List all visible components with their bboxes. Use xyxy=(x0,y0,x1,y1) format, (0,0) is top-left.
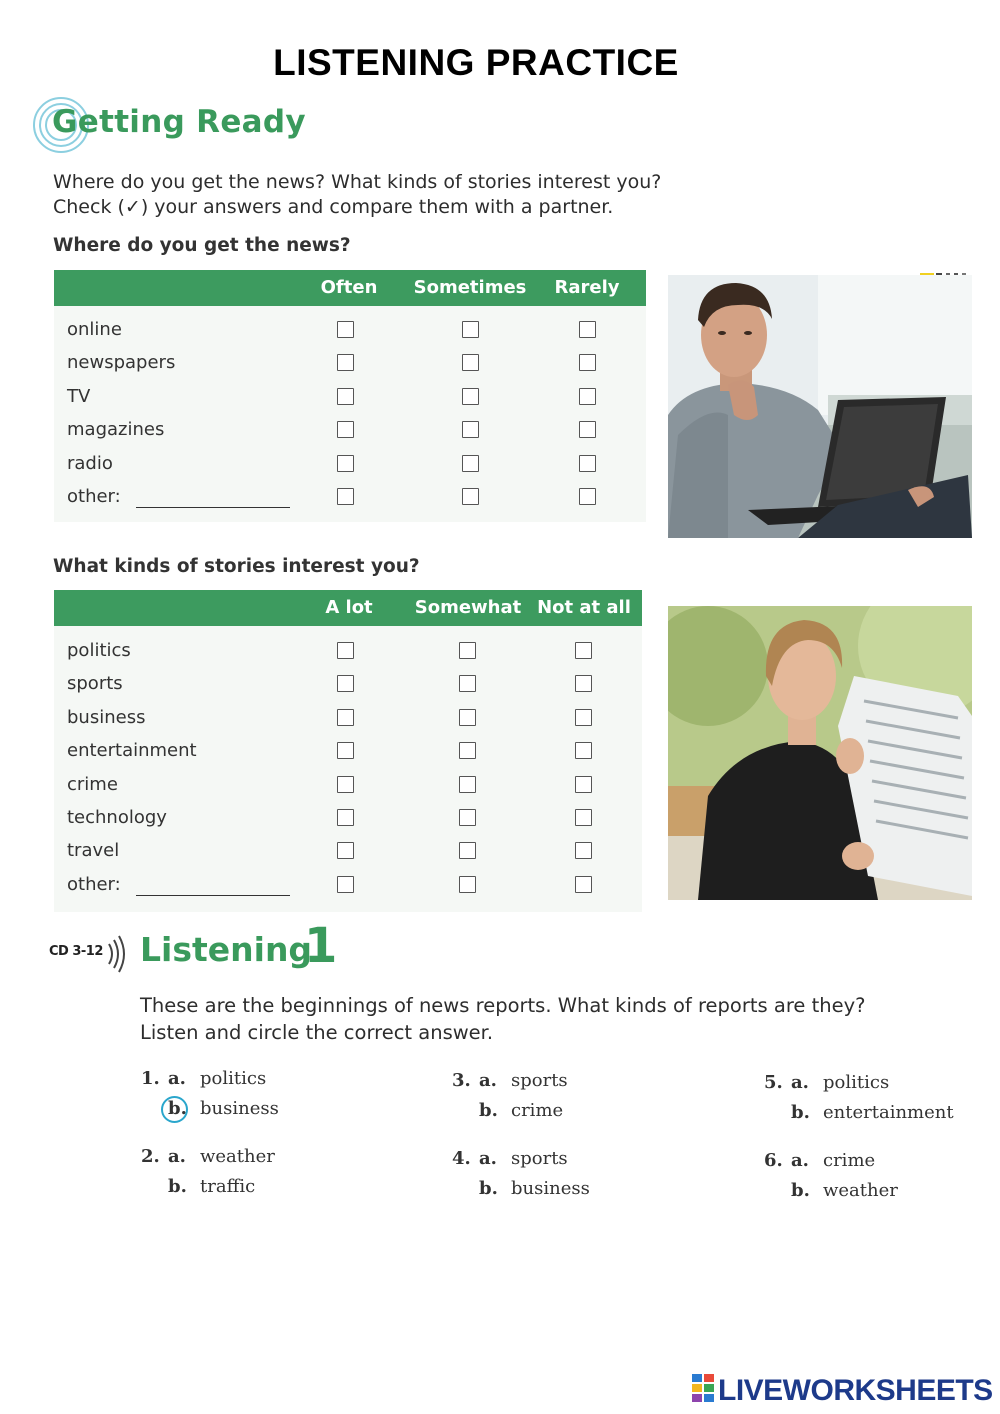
question-6-letter-b: b. xyxy=(791,1180,810,1201)
row-label-tv: TV xyxy=(67,385,91,407)
row-label-business: business xyxy=(67,706,146,728)
question-6-option-b[interactable]: weather xyxy=(823,1180,898,1201)
question-6-option-a[interactable]: crime xyxy=(823,1150,876,1171)
question-5-letter-a: a. xyxy=(791,1072,809,1093)
question-2-letter-a: a. xyxy=(168,1146,186,1167)
answer-circle xyxy=(161,1096,188,1123)
page-title: LISTENING PRACTICE xyxy=(273,42,679,83)
row-label-sports: sports xyxy=(67,673,123,695)
table2-subheading: What kinds of stories interest you? xyxy=(53,556,420,577)
question-4-letter-a: a. xyxy=(479,1148,497,1169)
question-4-letter-b: b. xyxy=(479,1178,498,1199)
row-label-politics: politics xyxy=(67,640,131,661)
col-not-at-all: Not at all xyxy=(537,597,631,618)
question-1-option-b[interactable]: business xyxy=(200,1098,279,1119)
question-3-letter-b: b. xyxy=(479,1100,498,1121)
row-label-newspapers: newspapers xyxy=(67,352,176,374)
row-label-online: online xyxy=(67,319,122,340)
question-4-number: 4. xyxy=(452,1148,471,1169)
getting-ready-heading: Getting Ready xyxy=(52,104,306,140)
listening-number: 1 xyxy=(304,918,338,974)
row-label-entertainment: entertainment xyxy=(67,740,197,762)
col-often: Often xyxy=(320,277,378,298)
row-label-crime: crime xyxy=(67,773,118,795)
question-5-letter-b: b. xyxy=(791,1102,810,1123)
question-2-letter-b: b. xyxy=(168,1176,187,1197)
question-5-option-b[interactable]: entertainment xyxy=(823,1102,954,1123)
question-4-option-b[interactable]: business xyxy=(511,1178,590,1199)
intro-line-1: Where do you get the news? What kinds of stories interest you? xyxy=(53,171,662,193)
question-2-option-b[interactable]: traffic xyxy=(200,1176,256,1197)
question-5-option-a[interactable]: politics xyxy=(823,1072,890,1093)
listening-heading: Listening xyxy=(140,930,313,969)
col-sometimes: Sometimes xyxy=(413,277,527,298)
question-2-number: 2. xyxy=(141,1146,160,1167)
row-label-radio: radio xyxy=(67,452,113,474)
question-3-letter-a: a. xyxy=(479,1070,497,1091)
question-1-number: 1. xyxy=(141,1068,160,1089)
question-6-number: 6. xyxy=(764,1150,783,1171)
listening-intro-2: Listen and circle the correct answer. xyxy=(140,1021,494,1044)
liveworksheets-brand: LIVEWORKSHEETS xyxy=(718,1374,993,1407)
row-label-magazines: magazines xyxy=(67,419,165,441)
question-4-option-a[interactable]: sports xyxy=(511,1148,568,1169)
question-3-option-a[interactable]: sports xyxy=(511,1070,568,1091)
row-label-other: other: xyxy=(67,486,121,507)
question-3-number: 3. xyxy=(452,1070,471,1091)
liveworksheets-logo-icon xyxy=(692,1374,716,1402)
question-1-option-a[interactable]: politics xyxy=(200,1068,267,1089)
intro-line-2: Check (✓) your answers and compare them with a partner. xyxy=(53,196,614,218)
question-2-option-a[interactable]: weather xyxy=(200,1146,275,1167)
col-somewhat: Somewhat xyxy=(414,597,522,618)
question-6-letter-a: a. xyxy=(791,1150,809,1171)
row-label-technology: technology xyxy=(67,807,167,828)
question-5-number: 5. xyxy=(764,1072,783,1093)
row-label-travel: travel xyxy=(67,840,120,862)
col-a-lot: A lot xyxy=(325,597,373,618)
row-label-other: other: xyxy=(67,874,121,895)
listening-intro-1: These are the beginnings of news reports. What kinds of reports are they? xyxy=(140,994,866,1017)
question-3-option-b[interactable]: crime xyxy=(511,1100,564,1121)
table1-subheading: Where do you get the news? xyxy=(53,235,351,256)
question-1-letter-a: a. xyxy=(168,1068,186,1089)
col-rarely: Rarely xyxy=(554,277,620,298)
cd-track-label: CD 3-12 xyxy=(49,944,103,959)
question-1-letter-b: b. xyxy=(168,1098,187,1119)
